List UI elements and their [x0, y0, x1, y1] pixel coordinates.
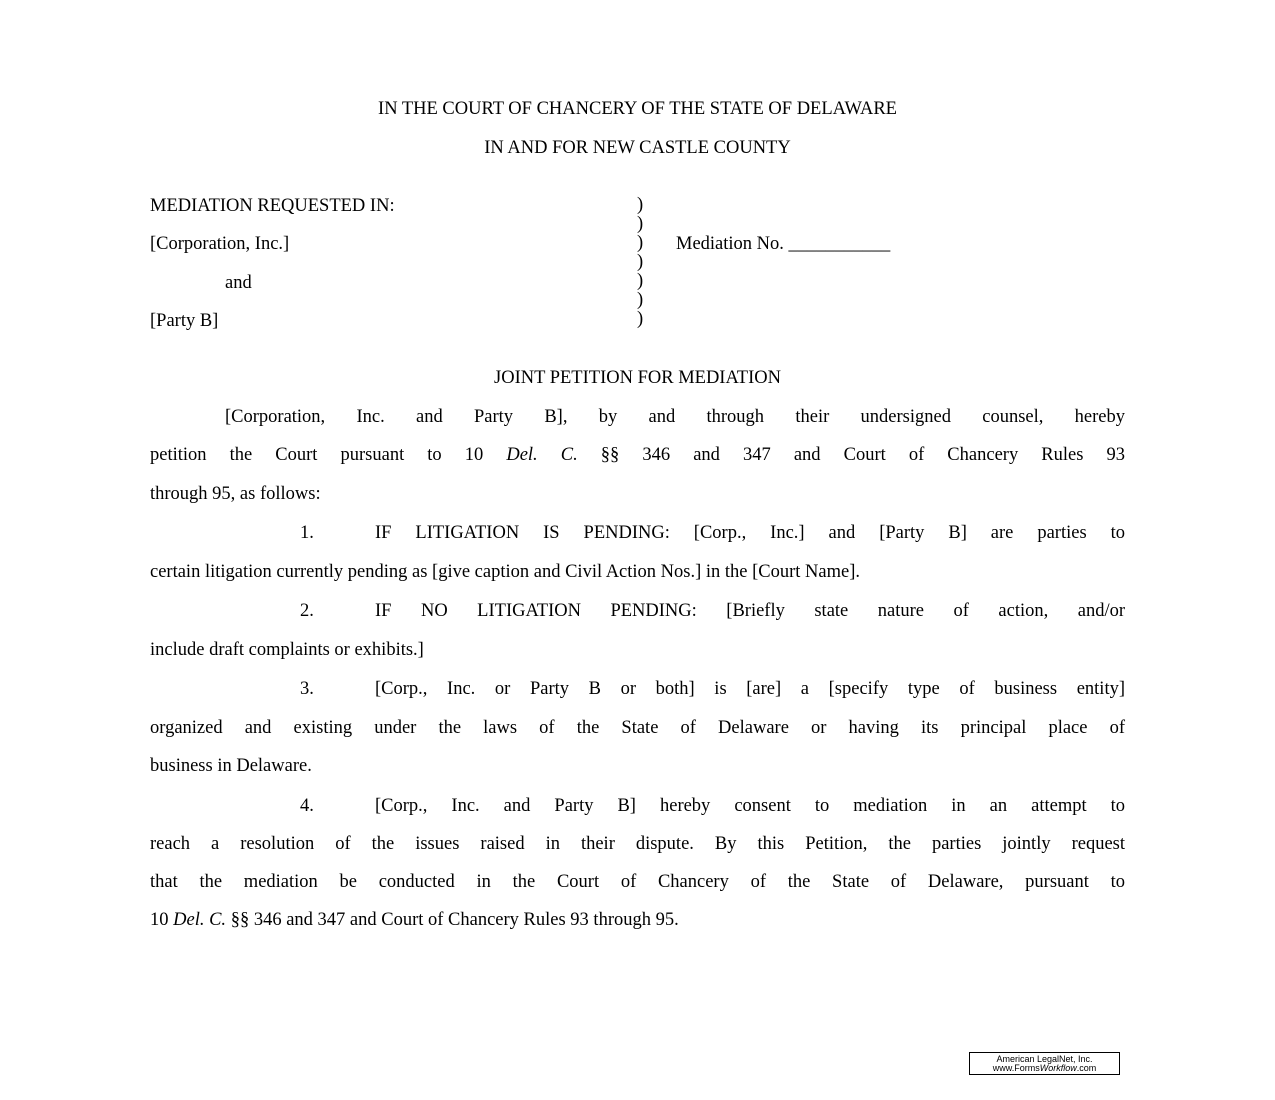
- caption-paren: ): [637, 290, 644, 310]
- intro-line: through 95, as follows:: [150, 484, 321, 504]
- paragraph-4-line: [Corp., Inc. and Party B] hereby consent to mediation in an attempt to: [375, 796, 1125, 816]
- intro-line: [Corporation, Inc. and Party B], by and through their undersigned counsel, hereby: [225, 407, 1125, 427]
- paragraph-3-line: business in Delaware.: [150, 756, 312, 776]
- caption-paren: ): [637, 309, 644, 329]
- intro-line: petition the Court pursuant to 10 Del. C. §§ 346 and 347 and Court of Chancery Rules 93: [150, 445, 1125, 465]
- publisher-name: American LegalNet, Inc.: [996, 1054, 1093, 1064]
- caption-paren: ): [637, 214, 644, 234]
- petition-title: JOINT PETITION FOR MEDIATION: [494, 368, 781, 388]
- paragraph-3-line: [Corp., Inc. or Party B or both] is [are] a [specify type of business entity]: [375, 679, 1125, 699]
- mediation-number-label: Mediation No.: [676, 234, 784, 254]
- paragraph-4-line: that the mediation be conducted in the Court of Chancery of the State of Delaware, pursuant to: [150, 872, 1125, 892]
- caption-paren: ): [637, 252, 644, 272]
- caption-paren: ): [637, 195, 644, 215]
- publisher-url: www.FormsWorkflow.com: [992, 1063, 1097, 1073]
- party-b-name: [Party B]: [150, 311, 219, 331]
- paragraph-2-line: include draft complaints or exhibits.]: [150, 640, 424, 660]
- county-heading: IN AND FOR NEW CASTLE COUNTY: [484, 138, 791, 158]
- paragraph-number: 3.: [300, 679, 314, 699]
- paragraph-2-line: IF NO LITIGATION PENDING: [Briefly state nature of action, and/or: [375, 601, 1125, 621]
- paragraph-number: 4.: [300, 796, 314, 816]
- paragraph-1-line: IF LITIGATION IS PENDING: [Corp., Inc.] and [Party B] are parties to: [375, 523, 1125, 543]
- caption-paren: ): [637, 233, 644, 253]
- paragraph-3-line: organized and existing under the laws of the State of Delaware or having its principal place of: [150, 718, 1125, 738]
- paragraph-4-line: 10 Del. C. §§ 346 and 347 and Court of Chancery Rules 93 through 95.: [150, 910, 679, 930]
- publisher-footer: [969, 1052, 1120, 1075]
- party-a-name: [Corporation, Inc.]: [150, 234, 290, 254]
- mediation-number-blank: ___________: [788, 234, 891, 254]
- caption-paren: ): [637, 271, 644, 291]
- paragraph-number: 1.: [300, 523, 314, 543]
- mediation-number: [676, 233, 890, 255]
- caption-and: and: [225, 273, 252, 293]
- court-heading: IN THE COURT OF CHANCERY OF THE STATE OF DELAWARE: [378, 99, 897, 119]
- mediation-requested-label: MEDIATION REQUESTED IN:: [150, 196, 395, 216]
- paragraph-number: 2.: [300, 601, 314, 621]
- paragraph-1-line: certain litigation currently pending as [give caption and Civil Action Nos.] in the [Court Name].: [150, 562, 861, 582]
- paragraph-4-line: reach a resolution of the issues raised in their dispute. By this Petition, the parties jointly request: [150, 834, 1125, 854]
